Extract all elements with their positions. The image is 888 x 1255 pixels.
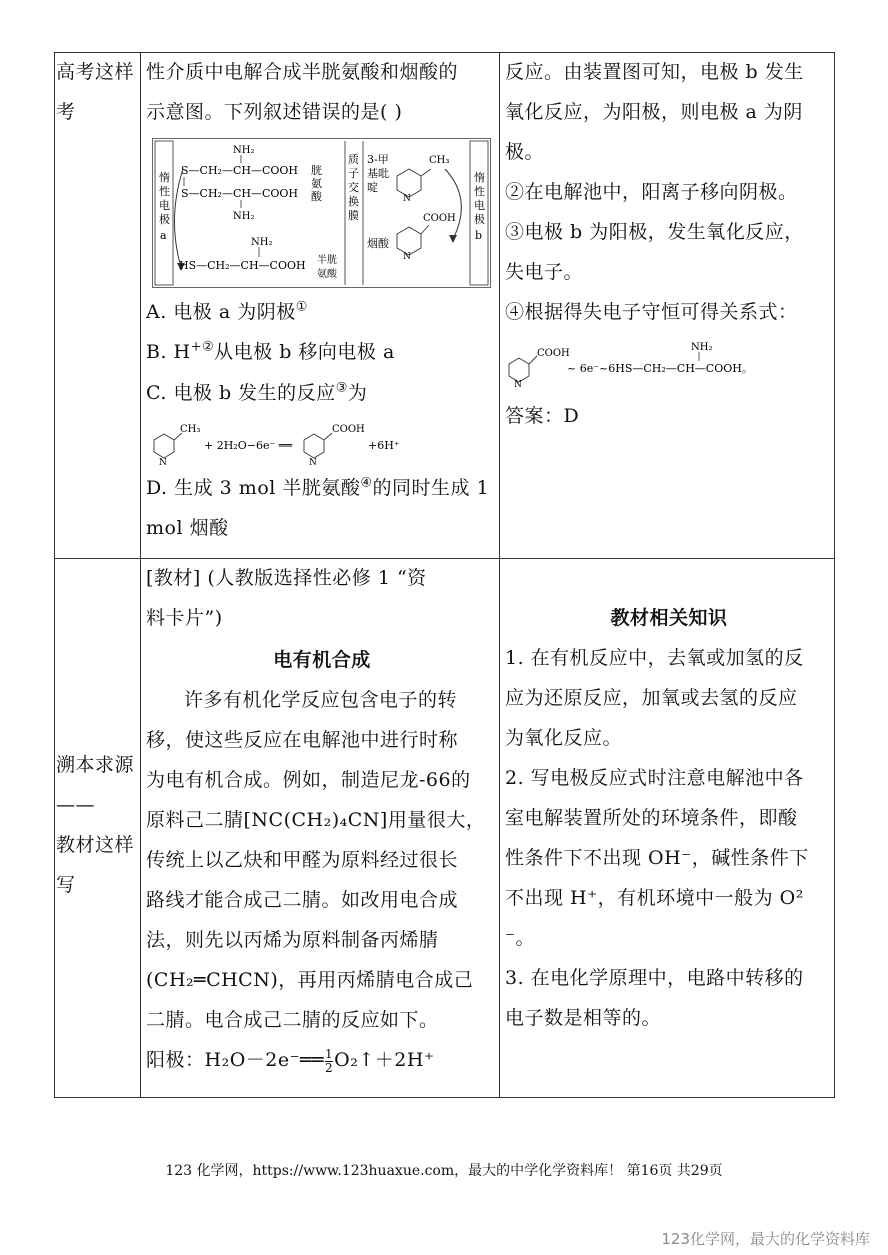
knowledge-line-3: 为氧化反应。 [505,727,623,749]
membrane-char-2: 子 [348,167,359,180]
cystine-formula-top: S—CH₂—CH—COOH [181,164,299,177]
watermark: 123化学网，最大的化学资料库 [661,1230,870,1248]
electrode-a-char-3: 电 [159,199,170,212]
eq-middle: + 2H₂O−6e⁻ ══ [204,439,293,452]
pyridine-n-1: N [403,194,411,204]
cysteine-nh2: NH₂ [251,237,273,248]
option-b-suffix: 从电极 b 移向电极 a [214,341,395,363]
question-stem [146,52,498,132]
membrane-char-1: 质 [348,153,359,166]
textbook-title: 电有机合成 [273,649,371,671]
body-line-2: 移，使这些反应在电解池中进行时称 [146,729,459,751]
right-arrow-head [449,235,457,243]
pyridine-n-2: N [403,252,411,262]
option-b [146,337,395,364]
anode-eq-b: O₂↑＋2H⁺ [334,1049,435,1071]
stem-line2: 示意图。下列叙述错误的是( ) [146,101,403,123]
bond-line [529,356,537,364]
cystine-name-1: 胱 [311,164,322,177]
option-d-text-a: D. 生成 3 mol 半胱氨酸 [146,477,361,499]
pyridine-ring-1 [397,169,421,197]
option-b-sup: +② [190,339,215,355]
row1-label-line1: 高考这样 [56,61,135,83]
knowledge-line-5: 室电解装置所处的环境条件，即酸 [505,807,798,829]
analysis-line2: 氧化反应，为阳极，则电极 a 为阴 [505,101,803,123]
analysis-line6: 失电子。 [505,261,584,283]
table-col-divider-2 [499,52,500,1098]
body-line-6: 路线才能合成己二腈。如改用电合成 [146,889,459,911]
knowledge-line-6: 性条件下不出现 OH⁻，碱性条件下 [505,847,809,869]
electrolysis-diagram [153,139,490,287]
page-footer: 123 化学网，https://www.123huaxue.com，最大的中学化学资料库！ 第16页 共29页 [165,1163,723,1179]
body-line-3: 为电有机合成。例如，制造尼龙-66的 [146,769,471,791]
knowledge-title: 教材相关知识 [610,607,728,629]
rel-text: ~ 6e⁻~6HS—CH₂—CH—COOH。 [567,362,753,375]
methyl-label: CH₃ [429,155,450,166]
cystine-name-3: 酸 [311,190,322,203]
eq-pyridine-n-2: N [309,458,317,466]
body-line-8: (CH₂═CHCN)，再用丙烯腈电合成己 [146,969,474,991]
cystine-name-2: 氨 [311,177,322,190]
rel-nh2: NH₂ [691,342,713,353]
knowledge-line-8: ⁻。 [505,927,536,949]
cystine-nh2-top: NH₂ [233,145,255,156]
cysteine-name-1: 半胱 [317,255,337,266]
electrode-b-char-1: 惰 [474,171,485,184]
body-line-4: 原料己二腈[NC(CH₂)₄CN]用量很大， [146,809,486,831]
row2-label [56,745,140,905]
option-d-line1 [146,473,489,500]
electrode-b-char-3: 电 [474,199,485,212]
membrane-char-4: 换 [348,195,359,208]
methylpyridine-name-2: 基吡 [367,167,389,180]
answer-text: 答案：D [505,405,580,427]
table-right-border [834,52,835,1098]
anode-fraction [325,1048,333,1075]
electrode-a-char-2: 性 [159,185,170,198]
option-c-text: C. 电极 b 发生的反应 [146,382,336,404]
anode-frac-den: 2 [325,1060,334,1075]
cysteine-name-2: 氨酸 [317,269,337,280]
nicotinic-cooh: COOH [423,213,456,224]
row1-label-line2: 考 [56,101,76,123]
option-a-text: A. 电极 a 为阴极 [146,301,296,323]
analysis-line5: ③电极 b 为阳极，发生氧化反应， [505,221,804,243]
knowledge-line-7: 不出现 H⁺，有机环境中一般为 O² [505,887,804,909]
knowledge-line-10: 电子数是相等的。 [505,1007,662,1029]
anode-eq-a: H₂O－2e⁻══ [204,1049,325,1071]
knowledge-line-9: 3. 在电化学原理中，电路中转移的 [505,967,804,989]
bond-line [421,169,431,176]
body-line-7: 法，则先以丙烯为原料制备丙烯腈 [146,929,439,951]
knowledge-column [505,598,833,1038]
eq-cooh: COOH [332,424,365,435]
eq-methyl: CH₃ [180,424,201,435]
cystine-nh2-bottom: NH₂ [233,211,255,222]
eq-pyridine-n-1: N [159,458,167,466]
body-line-5: 传统上以乙炔和甲醛为原料经过很长 [146,849,459,871]
membrane-char-3: 交 [348,181,359,194]
row2-label-line4: 写 [56,874,76,896]
option-d-line2: mol 烟酸 [146,517,229,539]
left-curved-arrow [174,169,183,267]
row2-label-line1: 溯本求源 [56,754,135,776]
methylpyridine-name-3: 啶 [367,181,378,194]
source-line2: 料卡片”) [146,607,223,629]
row2-label-line2: —— [56,794,95,816]
electrode-b-char-4: 极 [474,213,485,226]
bond-line [421,225,429,234]
analysis-column [505,52,833,332]
eq-end: +6H⁺ [368,439,400,452]
table-left-border [54,52,55,1098]
knowledge-line-2: 应为还原反应，加氧或去氢的反应 [505,687,798,709]
option-d-text-b: 的同时生成 1 [372,477,490,499]
eq-pyridine-ring-1 [154,434,174,458]
anode-frac-num: 1 [325,1046,334,1061]
textbook-column [146,558,498,1080]
electrode-a-char-4: 极 [159,213,170,226]
rel-pyridine-ring [509,358,529,382]
knowledge-line-4: 2. 写电极反应式时注意电解池中各 [505,767,804,789]
electrode-b-char-5: b [475,229,483,242]
relation-equation [505,336,833,388]
anode-label: 阳极： [146,1049,205,1071]
electrode-a-char-5: a [160,229,167,242]
bond-line [324,433,332,440]
body-line-9: 二腈。电合成己二腈的反应如下。 [146,1009,439,1031]
rel-pyridine-n: N [514,380,522,388]
analysis-line7: ④根据得失电子守恒可得关系式： [505,301,798,323]
anode-equation [146,1040,498,1080]
stem-line1: 性介质中电解合成半胱氨酸和烟酸的 [146,61,459,83]
rel-cooh: COOH [537,348,570,359]
option-a [146,297,308,324]
eq-pyridine-ring-2 [304,434,324,458]
option-c-mark: ③ [335,380,348,396]
analysis-line4: ②在电解池中，阳离子移向阴极。 [505,181,798,203]
electrode-b-char-2: 性 [474,185,485,198]
body-line-1: 许多有机化学反应包含电子的转 [184,689,458,711]
table-col-divider-1 [140,52,141,1098]
option-c-equation [146,418,496,466]
cysteine-formula: HS—CH₂—CH—COOH [179,259,306,272]
right-curved-arrow [445,169,461,239]
cystine-formula-bottom: S—CH₂—CH—COOH [181,187,299,200]
membrane-char-5: 膜 [348,209,359,222]
pyridine-ring-2 [397,227,421,255]
option-d-mark: ④ [360,475,373,491]
option-c-end: 为 [347,382,368,404]
analysis-line3: 极。 [505,141,545,163]
electrode-a-char-1: 惰 [159,171,170,184]
electrolysis-figure [152,138,491,288]
analysis-line1: 反应。由装置图可知，电极 b 发生 [505,61,804,83]
row2-label-line3: 教材这样 [56,834,135,856]
methylpyridine-name-1: 3-甲 [367,153,389,166]
row1-label [56,52,140,132]
nicotinic-name: 烟酸 [367,237,389,250]
option-a-mark: ① [295,299,308,315]
table-bottom-border [54,1097,835,1098]
knowledge-line-1: 1. 在有机反应中，去氧或加氢的反 [505,647,804,669]
source-line1: [教材] (人教版选择性必修 1 “资 [146,567,427,589]
option-b-prefix: B. H [146,341,191,363]
option-c [146,378,367,405]
